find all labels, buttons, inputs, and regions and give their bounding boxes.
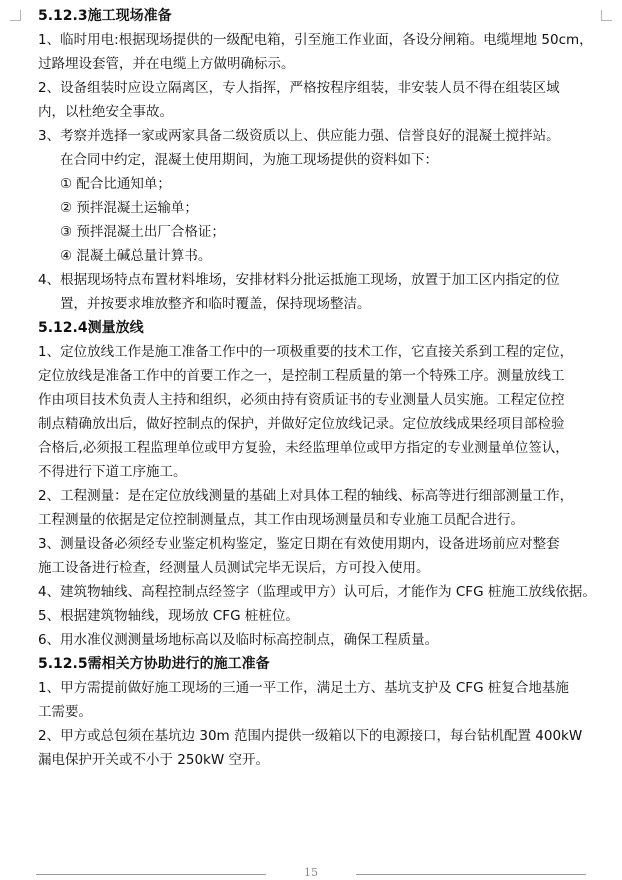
paragraph-line: 制点精确放出后，做好控制点的保护，并做好定位放线记录。定位放线成果经项目部检验 [38, 416, 565, 432]
list-item: ④ 混凝土碱总量计算书。 [60, 248, 212, 264]
paragraph-line: 漏电保护开关或不小于 250kW 空开。 [38, 752, 270, 768]
paragraph-line: 3、测量设备必须经专业鉴定机构鉴定，鉴定日期在有效使用期内，设备进场前应对整套 [38, 536, 560, 552]
paragraph-line: 工程测量的依据是定位控制测量点，其工作由现场测量员和专业施工员配合进行。 [38, 512, 524, 528]
paragraph-line: 在合同中约定，混凝土使用期间，为施工现场提供的资料如下： [60, 152, 438, 168]
paragraph-line: 1、临时用电:根据现场提供的一级配电箱，引至施工作业面，各设分闸箱。电缆埋地 50cm， [38, 32, 593, 48]
paragraph-line: 4、建筑物轴线、高程控制点经签字（监理或甲方）认可后，才能作为 CFG 桩施工放线依据。 [38, 584, 596, 600]
list-item: ② 预拌混凝土运输单； [60, 200, 198, 216]
footer-divider [356, 874, 586, 875]
paragraph-line: 1、定位放线工作是施工准备工作中的一项极重要的技术工作，它直接关系到工程的定位， [38, 344, 574, 360]
paragraph-line: 2、工程测量：是在定位放线测量的基础上对具体工程的轴线、标高等进行细部测量工作， [38, 488, 574, 504]
paragraph-line: 工需要。 [38, 704, 92, 720]
paragraph-line: 不得进行下道工序施工。 [38, 464, 187, 480]
section-heading: 5.12.4测量放线 [38, 320, 144, 336]
paragraph-line: 合格后,必须报工程监理单位或甲方复验，未经监理单位或甲方指定的专业测量单位签认， [38, 440, 569, 456]
paragraph-line: 定位放线是准备工作中的首要工作之一，是控制工程质量的第一个特殊工序。测量放线工 [38, 368, 565, 384]
paragraph-line: 施工设备进行检查，经测量人员测试完毕无误后，方可投入使用。 [38, 560, 430, 576]
document-body [38, 4, 604, 772]
section-heading: 5.12.5需相关方协助进行的施工准备 [38, 656, 270, 672]
footer-divider [36, 874, 266, 875]
paragraph-line: 内，以杜绝安全事故。 [38, 104, 173, 120]
list-item: ③ 预拌混凝土出厂合格证； [60, 224, 225, 240]
paragraph-line: 置，并按要求堆放整齐和临时覆盖，保持现场整洁。 [60, 296, 371, 312]
page-corner-mark [10, 10, 21, 21]
paragraph-line: 2、甲方或总包须在基坑边 30m 范围内提供一级箱以下的电源接口，每台钻机配置 400kW [38, 728, 583, 744]
paragraph-line: 3、考察并选择一家或两家具备二级资质以上、供应能力强、信誉良好的混凝土搅拌站。 [38, 128, 560, 144]
page-number: 15 [304, 866, 318, 879]
section-heading: 5.12.3施工现场准备 [38, 8, 172, 24]
paragraph-line: 1、甲方需提前做好施工现场的三通一平工作，满足土方、基坑支护及 CFG 桩复合地基施 [38, 680, 569, 696]
paragraph-line: 作由项目技术负责人主持和组织，必须由持有资质证书的专业测量人员实施。工程定位控 [38, 392, 565, 408]
paragraph-line: 过路埋设套管，并在电缆上方做明确标示。 [38, 56, 295, 72]
paragraph-line: 5、根据建筑物轴线，现场放 CFG 桩桩位。 [38, 608, 299, 624]
paragraph-line: 6、用水准仪测测量场地标高以及临时标高控制点，确保工程质量。 [38, 632, 439, 648]
paragraph-line: 2、设备组装时应设立隔离区，专人指挥，严格按程序组装，非安装人员不得在组装区域 [38, 80, 560, 96]
paragraph-line: 4、根据现场特点布置材料堆场，安排材料分批运抵施工现场，放置于加工区内指定的位 [38, 272, 560, 288]
list-item: ① 配合比通知单； [60, 176, 171, 192]
